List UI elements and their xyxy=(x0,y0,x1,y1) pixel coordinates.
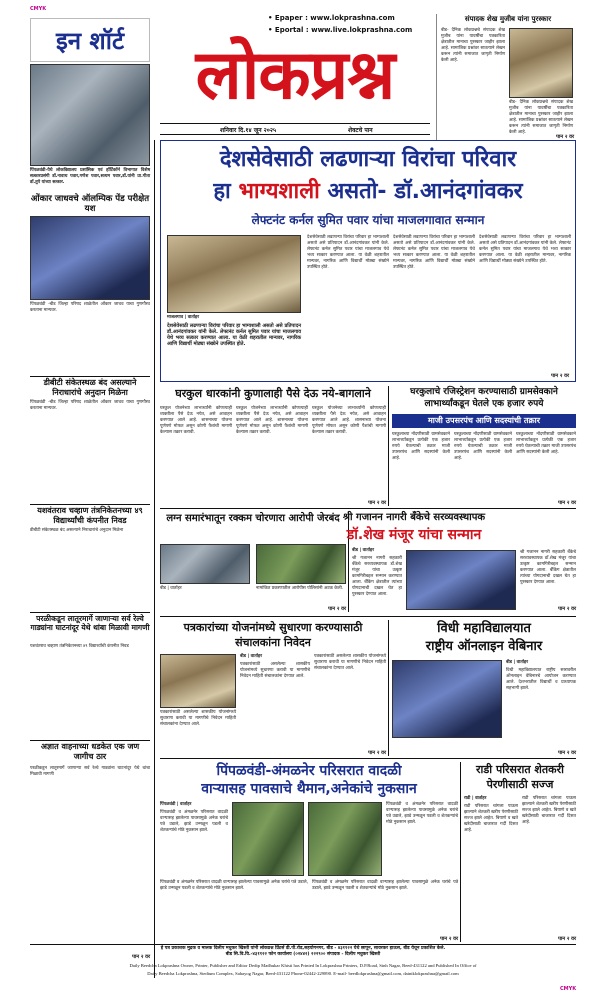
journalists-dateline: बीड | वार्ताहर xyxy=(240,654,262,659)
lead-headline-line2 xyxy=(165,177,571,207)
hrule-mid-2 xyxy=(160,616,576,617)
webinar-continued: पान २ वर xyxy=(558,750,576,756)
story4-body: यशवंतराव चव्हाण तंत्रनिकेतनच्या ४९ विद्यार्थ्यांची कंपनीत निवड xyxy=(30,644,129,649)
epaper-line[interactable]: • Epaper : www.lokprashna.com xyxy=(268,14,395,22)
lead-dateline: माजलगाव | वार्ताहर xyxy=(167,315,200,320)
story1-caption: पिंपळवंडी -बीड जिल्हा परिषद शाळेतील ओंकार जाधव याचा गुणगौरव करताना मान्यवर. xyxy=(30,302,150,313)
farmers-title: राडी परिसरात शेतकरी पेरणीसाठी सज्ज xyxy=(476,763,564,791)
lead-photo xyxy=(167,235,301,313)
hrule-mid-1 xyxy=(160,508,576,509)
left-rule-4 xyxy=(30,740,150,741)
journalists-body-col2: पत्रकारांसाठी असलेल्या शासकीय योजनांमध्ये सुधारणा करावी या मागणीचे निवेदन माहिती संचालकांना देण्यात आले. xyxy=(314,654,386,671)
lead-headline-word-a: हा xyxy=(213,179,231,204)
theft-caption-b: नामांकित प्रकरणातील आरोपीस पोलिसांनी अटक केली. xyxy=(256,586,344,591)
bank-title-box xyxy=(252,510,576,546)
theft-title: लग्न समारंभातून रक्कम चोरणारा आरोपी जेरबंद xyxy=(166,513,340,524)
journalists-continued: पान २ वर xyxy=(368,750,386,756)
webinar-title-b: राष्ट्रीय ऑनलाइन वेबिनार xyxy=(425,639,543,654)
story5-title: अज्ञात वाहनाच्या धडकेत एक जण जागीच ठार xyxy=(40,742,140,761)
lead-body-col4: देशसेवेसाठी लढणाऱ्या विरांचा परिवार हा भाग्यशाली असतो असे प्रतिपादन डॉ.आनंदगांवकर यांनी केले. लेफ्टनंट कर्नल सुमित पवार यांचा माजलगाव येथे भव्य सत्कार करण्यात आला. या वेळी शहरातील मान्यवर, नागरिक आणि विद्यार्थी मोठ्या संख्येने उपस्थित होते. xyxy=(479,235,571,264)
journalists-title: पत्रकारांच्या योजनांमध्ये सुधारणा करण्यासाठी संचालकांना निवेदन xyxy=(183,621,363,649)
journalists-body-col1: पत्रकारांसाठी असलेल्या शासकीय योजनांमध्ये सुधारणा करावी या मागणीचे निवेदन माहिती संचालकांना देण्यात आले. xyxy=(240,662,310,679)
lead-body-col3: देशसेवेसाठी लढणाऱ्या विरांचा परिवार हा भाग्यशाली असतो असे प्रतिपादन डॉ.आनंदगांवकर यांनी केले. लेफ्टनंट कर्नल सुमित पवार यांचा माजलगाव येथे भव्य सत्कार करण्यात आला. या वेळी शहरातील मान्यवर, नागरिक आणि विद्यार्थी मोठ्या संख्येने उपस्थित होते. xyxy=(393,235,475,270)
award-body-right: बीड- दैनिक लोकप्रश्नचे संपादक शेख मुजीब यांना यावर्षीचा पत्रकारिता क्षेत्रातील मानाचा पुरस्कार जाहीर झाला आहे. सामाजिक प्रश्नांवर सातत्याने लेखन करून त्यांनी समाजात जागृती निर्माण केली आहे. xyxy=(509,100,573,135)
bank-title-a: श्री गजानन नागरी बँकेचे सरव्यवस्थापक xyxy=(342,512,486,523)
webinar-photo xyxy=(392,660,502,738)
lead-headline-line1: देशसेवेसाठी लढणाऱ्या विरांचा परिवार xyxy=(219,147,517,172)
lead-continued: पान २ वर xyxy=(551,373,569,379)
footer-english-1: Daily Beedcha Lokprashna Owner, Printer, Publisher and Editor Dedip Madhukar Khisti has Printed In Lokprashna Printers, D.P.Road, Sinh Nagar, Beed-431122 and Published In Office of xyxy=(129,963,477,968)
lead-headline-word-b: भाग्यशाली xyxy=(238,179,320,204)
in-short-logo xyxy=(30,18,150,62)
storm-photo-2 xyxy=(308,802,382,876)
lead-headline-word-c: असतो- डॉ.आनंदगांवकर xyxy=(327,179,523,204)
storm-body-col4: पिंपळवंडी व अंमळनेर परिसरात वादळी वाऱ्यासह झालेल्या पावसामुळे अनेक घरांचे पत्रे उडाले, झाडे उन्मळून पडली व शेतकऱ्यांचे मोठे नुकसान झाले. xyxy=(312,880,458,891)
registration-subhead: माजी उपसरपंच आणि सदस्यांची तक्रार xyxy=(428,416,540,425)
story-webinar xyxy=(392,620,576,756)
date-strip xyxy=(160,123,430,135)
story-storm xyxy=(160,762,458,942)
column-divider-mid xyxy=(388,386,389,506)
storm-body-col2: पिंपळवंडी व अंमळनेर परिसरात वादळी वाऱ्यासह झालेल्या पावसामुळे अनेक घरांचे पत्रे उडाले, झाडे उन्मळून पडली व शेतकऱ्यांचे मोठे नुकसान झाले. xyxy=(386,802,458,825)
story3-body: डीबीटी संकेतस्थळ बंद असल्याने निराधारांचे अनुदान मिळेना xyxy=(30,528,124,533)
webinar-title-a: विधी महाविद्यालयात xyxy=(437,621,531,636)
bank-photo xyxy=(406,550,516,610)
footer-rule xyxy=(30,944,576,945)
column-divider-mid-3 xyxy=(388,620,389,756)
ghar-body-col1: घरकुल योजनेच्या लाभार्थ्यांनी कोणत्याही व्यक्तीला पैसे देऊ नयेत, असे आवाहन करण्यात आले आहे. शासनाच्या योजना पूर्णपणे मोफत असून कोणी पैशांची मागणी केल्यास तक्रार करावी. xyxy=(160,406,232,435)
bank-body-col2: श्री गजानन नागरी सहकारी बँकेचे सरव्यवस्थापक डॉ.शेख मंजूर यांचा उत्कृष्ट कामगिरीबद्दल सन्मान करण्यात आला. बँकिंग क्षेत्रातील त्यांच्या योगदानाची दखल घेत हा पुरस्कार देण्यात आला. xyxy=(520,550,576,585)
registration-body-col1: घरकुलाच्या नोंदणीसाठी ग्रामसेवकाने लाभार्थ्यांकडून प्रत्येकी एक हजार रुपये घेतल्याची तक्रार माजी उपसरपंच आणि सदस्यांनी केली आहे. xyxy=(392,432,450,461)
storm-title-a: पिंपळवंडी-अंमळनेर परिसरात वादळी xyxy=(216,763,402,779)
bank-title-b: डॉ.शेख मंजूर यांचा सन्मान xyxy=(346,527,482,543)
story-bank xyxy=(342,510,576,612)
left-column xyxy=(30,192,150,992)
award-portrait xyxy=(509,28,573,98)
ghar-body-col2: घरकुल योजनेच्या लाभार्थ्यांनी कोणत्याही व्यक्तीला पैसे देऊ नयेत, असे आवाहन करण्यात आले आहे. शासनाच्या योजना पूर्णपणे मोफत असून कोणी पैशांची मागणी केल्यास तक्रार करावी. xyxy=(236,406,308,435)
lead-subhead: लेफ्टनंट कर्नल सुमित पवार यांचा माजलगावात सन्मान xyxy=(251,213,485,227)
column-divider-left xyxy=(154,140,155,978)
registration-subhead-box xyxy=(392,414,576,428)
lead-story xyxy=(160,140,576,382)
left-continued: पान २ वर xyxy=(132,954,150,960)
ghar-title: घरकुल धारकांनी कुणालाही पैसे देऊ नये-बागलाने xyxy=(175,387,371,400)
theft-continued: पान २ वर xyxy=(328,606,346,612)
story3-title: यशवंतराव चव्हाण तंत्रनिकेतनच्या ४९ विद्यार्थ्यांची कंपनीत निवड xyxy=(37,506,143,525)
award-continued: पान २ वर xyxy=(556,134,574,140)
hrule-mid-3 xyxy=(160,758,576,759)
story2-body: पिंपळवंडी -बीड जिल्हा परिषद शाळेतील ओंकार जाधव याचा गुणगौरव करताना मान्यवर. xyxy=(30,400,150,411)
bank-dateline: बीड | वार्ताहर xyxy=(352,548,374,553)
journalists-body-col3: पत्रकारांसाठी असलेल्या शासकीय योजनांमध्ये सुधारणा करावी या मागणीचे निवेदन माहिती संचालकांना देण्यात आले. xyxy=(160,710,236,727)
left-rule-3 xyxy=(30,612,150,613)
lead-body-col1: देशसेवेसाठी लढणाऱ्या विरांचा परिवार हा भाग्यशाली असतो असे प्रतिपादन डॉ.आनंदगांवकर यांनी केले. लेफ्टनंट कर्नल सुमित पवार यांचा माजलगाव येथे भव्य सत्कार करण्यात आला. या वेळी शहरातील मान्यवर, नागरिक आणि विद्यार्थी मोठ्या संख्येने उपस्थित होते. xyxy=(167,323,301,347)
eportal-line[interactable]: • Eportal : www.live.lokprashna.com xyxy=(268,26,413,34)
footer-marathi-2: बीड सि.वि.वि.-४३११२२ फोन कार्यालय (०२४४२) २२२९०० संपादक - दिलीप मधुकर खिस्ती xyxy=(225,952,381,957)
newspaper-title: लोकप्रश्न xyxy=(195,35,395,115)
registration-continued: पान २ वर xyxy=(558,500,576,506)
column-divider-mid-4 xyxy=(460,762,461,942)
story4-title: परळीकडून लातूरमार्गे जाणाऱ्या सर्व रेल्वे गाड्यांना घाटनांदूर येथे थांबा मिळावी मागणी xyxy=(30,614,150,632)
cmyk-marks-top: CMYK xyxy=(30,6,47,12)
cmyk-marks-bottom: CMYK xyxy=(560,986,577,992)
footer-english-2: Daily Beedcha Lokprashna, Stedium Complex, Sahayog Nagar, Beed-431122 Phone-02442-229890. E-mail- beedlokprashna@gmail.com, dainiklokprashna@gmail.com xyxy=(147,971,459,976)
registration-title: घरकुलाचे रजिस्ट्रेशन करण्यासाठी ग्रामसेवकाने लाभार्थ्यांकडून घेतले एक हजार रुपये xyxy=(410,387,558,409)
story-journalists xyxy=(160,620,386,756)
farmers-continued: पान २ वर xyxy=(558,936,576,942)
story1-photo xyxy=(30,216,150,300)
storm-title-b: वाऱ्यासह पावसाचे थैमान,अनेकांचे नुकसान xyxy=(201,781,417,797)
in-short-logo-text: इन शॉर्ट xyxy=(55,27,125,55)
last-page-label: शेवटचे पान xyxy=(348,127,373,134)
farmers-body-col2: राडी परिसरात चांगला पाऊस झाल्याने शेतकरी खरीप पेरणीसाठी सज्ज झाले आहेत. बियाणे व खते खरेदीसाठी बाजारात गर्दी दिसत आहे. xyxy=(522,796,576,825)
footer-marathi-1: हे पत्र प्रकाशक मुद्रक व मालक दिलीप मधुकर खिस्ती यांनी लोकप्रश्न प्रिंटर्स डी.पी.रोड,सहयोगनगर, बीड - ४३११२२ येथे छापून, सावरकर हाऊस, बीड येथून प्रकाशित केले. xyxy=(160,946,446,951)
storm-photo-1 xyxy=(232,802,304,876)
theft-photo-1 xyxy=(160,544,250,584)
ghar-continued: पान २ वर xyxy=(368,500,386,506)
registration-body-col3: घरकुलाच्या नोंदणीसाठी ग्रामसेवकाने लाभार्थ्यांकडून प्रत्येकी एक हजार रुपये घेतल्याची तक्रार माजी उपसरपंच आणि सदस्यांनी केली आहे. xyxy=(516,432,576,455)
story5-body: परळीकडून लातूरमार्गे जाणाऱ्या सर्व रेल्वे गाड्यांना घाटनांदूर येथे थांबा मिळावी मागणी xyxy=(30,766,150,777)
theft-caption-a: बीड | वार्ताहर xyxy=(160,586,182,591)
storm-body-col1: पिंपळवंडी व अंमळनेर परिसरात वादळी वाऱ्यासह झालेल्या पावसामुळे अनेक घरांचे पत्रे उडाले, झाडे उन्मळून पडली व शेतकऱ्यांचे मोठे नुकसान झाले. xyxy=(160,810,228,833)
issue-date: शनिवार दि.१४ जून २०२५ xyxy=(220,127,277,134)
storm-body-col3: पिंपळवंडी व अंमळनेर परिसरात वादळी वाऱ्यासह झालेल्या पावसामुळे अनेक घरांचे पत्रे उडाले, झाडे उन्मळून पडली व शेतकऱ्यांचे मोठे नुकसान झाले. xyxy=(160,880,308,891)
registration-body-col2: घरकुलाच्या नोंदणीसाठी ग्रामसेवकाने लाभार्थ्यांकडून प्रत्येकी एक हजार रुपये घेतल्याची तक्रार माजी उपसरपंच आणि सदस्यांनी केली आहे. xyxy=(454,432,512,461)
webinar-body: विधी महाविद्यालयात राष्ट्रीय स्तरावरील ऑनलाइन वेबिनारचे आयोजन करण्यात आले. देशभरातील विद्यार्थी व प्राध्यापक सहभागी झाले. xyxy=(506,668,576,691)
storm-dateline: पिंपळवंडी | वार्ताहर xyxy=(160,802,192,807)
left-rule-1 xyxy=(30,376,150,377)
left-rule-2 xyxy=(30,504,150,505)
story-registration xyxy=(392,386,576,506)
journalists-photo xyxy=(160,654,236,708)
webinar-dateline: बीड | वार्ताहर xyxy=(506,660,528,665)
story2-title: डीबीटी संकेतस्थळ बंद असल्याने निराधारांचे अनुदान मिळेना xyxy=(43,378,137,397)
story-farmers xyxy=(464,762,576,942)
story-ghar xyxy=(160,386,386,506)
lead-body-col2: देशसेवेसाठी लढणाऱ्या विरांचा परिवार हा भाग्यशाली असतो असे प्रतिपादन डॉ.आनंदगांवकर यांनी केले. लेफ्टनंट कर्नल सुमित पवार यांचा माजलगाव येथे भव्य सत्कार करण्यात आला. या वेळी शहरातील मान्यवर, नागरिक आणि विद्यार्थी मोठ्या संख्येने उपस्थित होते. xyxy=(307,235,389,270)
ghar-body-col3: घरकुल योजनेच्या लाभार्थ्यांनी कोणत्याही व्यक्तीला पैसे देऊ नयेत, असे आवाहन करण्यात आले आहे. शासनाच्या योजना पूर्णपणे मोफत असून कोणी पैशांची मागणी केल्यास तक्रार करावी. xyxy=(312,406,386,435)
farmers-dateline: राडी | वार्ताहर xyxy=(464,796,487,801)
award-body-left: बीड- दैनिक लोकप्रश्नचे संपादक शेख मुजीब यांना यावर्षीचा पत्रकारिता क्षेत्रातील मानाचा पुरस्कार जाहीर झाला आहे. सामाजिक प्रश्नांवर सातत्याने लेखन करून त्यांनी समाजात जागृती निर्माण केली आहे. xyxy=(441,28,505,63)
award-box xyxy=(436,14,576,140)
theft-photo-2 xyxy=(256,544,346,584)
bank-continued: पान २ वर xyxy=(558,606,576,612)
left-photo1-caption: पिंपळवंडी-येथे लोकविद्यालय प्रशांसिक एवं हॉर्टिकॉर्न विभागात विशेष सत्कारप्रसंगी डॉ.नावाथ पवार,गणेश पवार,सत्यम पवार,डॉ.यांनी प्रा.गीता डॉ.तुपे यांच्या सत्कार. xyxy=(30,168,150,185)
award-title: संपादक शेख मुजीब यांना पुरस्कार xyxy=(464,15,552,23)
storm-continued: पान २ वर xyxy=(440,936,458,942)
bank-body-col1: श्री गजानन नागरी सहकारी बँकेचे सरव्यवस्थापक डॉ.शेख मंजूर यांचा उत्कृष्ट कामगिरीबद्दल सन्मान करण्यात आला. बँकिंग क्षेत्रातील त्यांच्या योगदानाची दखल घेत हा पुरस्कार देण्यात आला. xyxy=(352,556,402,597)
left-top-photo xyxy=(30,64,150,166)
farmers-body-col1: राडी परिसरात चांगला पाऊस झाल्याने शेतकरी खरीप पेरणीसाठी सज्ज झाले आहेत. बियाणे व खते खरेदीसाठी बाजारात गर्दी दिसत आहे. xyxy=(464,804,518,833)
story1-title: ओंकार जाधवचे ऑलम्पिक पेंड परीक्षेत यश xyxy=(30,194,150,214)
